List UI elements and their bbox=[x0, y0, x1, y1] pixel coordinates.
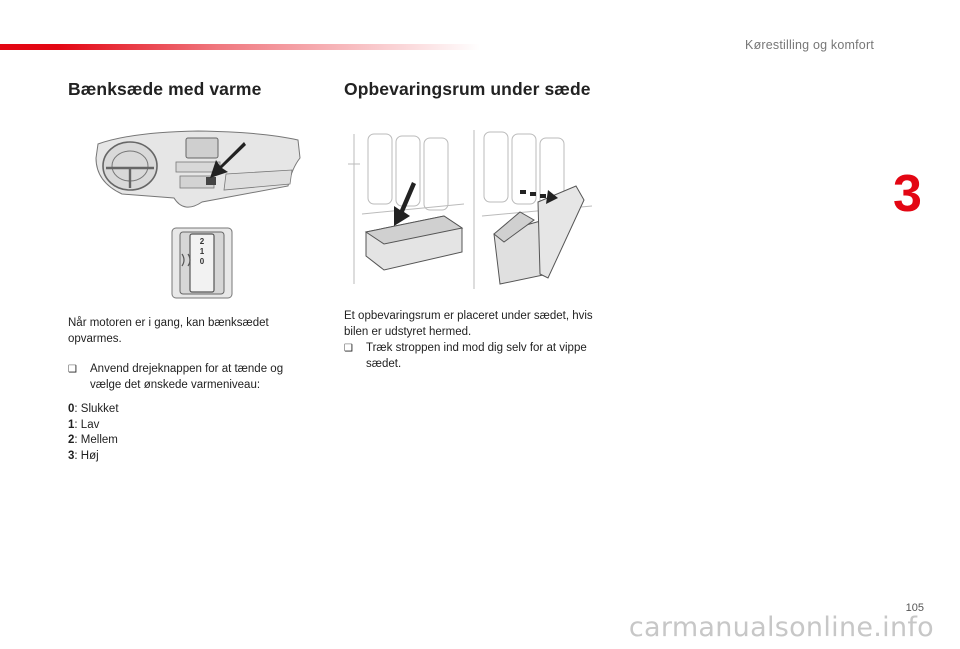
heated-bench-instruction bbox=[68, 361, 308, 393]
list-item: 3: Høj bbox=[68, 449, 99, 462]
red-accent-bar bbox=[0, 44, 480, 50]
checkbox-bullet-icon: ❑ bbox=[68, 364, 77, 375]
list-item: 1: Lav bbox=[68, 418, 100, 431]
knob-label-0: 0 bbox=[199, 257, 205, 266]
instruction-text: Træk stroppen ind mod dig selv for at vippe sædet. bbox=[366, 342, 587, 370]
checkbox-bullet-icon: ❑ bbox=[344, 343, 353, 354]
watermark: carmanualsonline.info bbox=[628, 612, 934, 643]
list-item: 2: Mellem bbox=[68, 434, 118, 446]
storage-heading: Opbevaringsrum under sæde bbox=[344, 79, 591, 99]
instruction-text: Anvend drejeknappen for at tænde og vælge det ønskede varmeniveau: bbox=[90, 363, 284, 391]
heated-bench-intro: Når motoren er i gang, kan bænksædet opvarmes. bbox=[68, 317, 269, 345]
storage-instruction bbox=[344, 340, 614, 372]
knob-label-2: 2 bbox=[199, 237, 205, 246]
page-number: 105 bbox=[905, 602, 924, 614]
heated-bench-heading: Bænksæde med varme bbox=[68, 79, 262, 99]
chapter-number: 3 bbox=[893, 165, 922, 223]
knob-label-1: 1 bbox=[199, 247, 205, 256]
storage-seat-illustration bbox=[344, 124, 596, 296]
heat-level-list bbox=[68, 402, 119, 464]
section-title: Kørestilling og komfort bbox=[745, 38, 874, 52]
list-item: 0: Slukket bbox=[68, 403, 119, 415]
dashboard-illustration bbox=[92, 128, 304, 214]
storage-intro: Et opbevaringsrum er placeret under sædet, hvis bilen er udstyret hermed. bbox=[344, 310, 593, 338]
rotary-knob-illustration bbox=[170, 226, 234, 300]
heat-button-highlight bbox=[206, 177, 216, 185]
